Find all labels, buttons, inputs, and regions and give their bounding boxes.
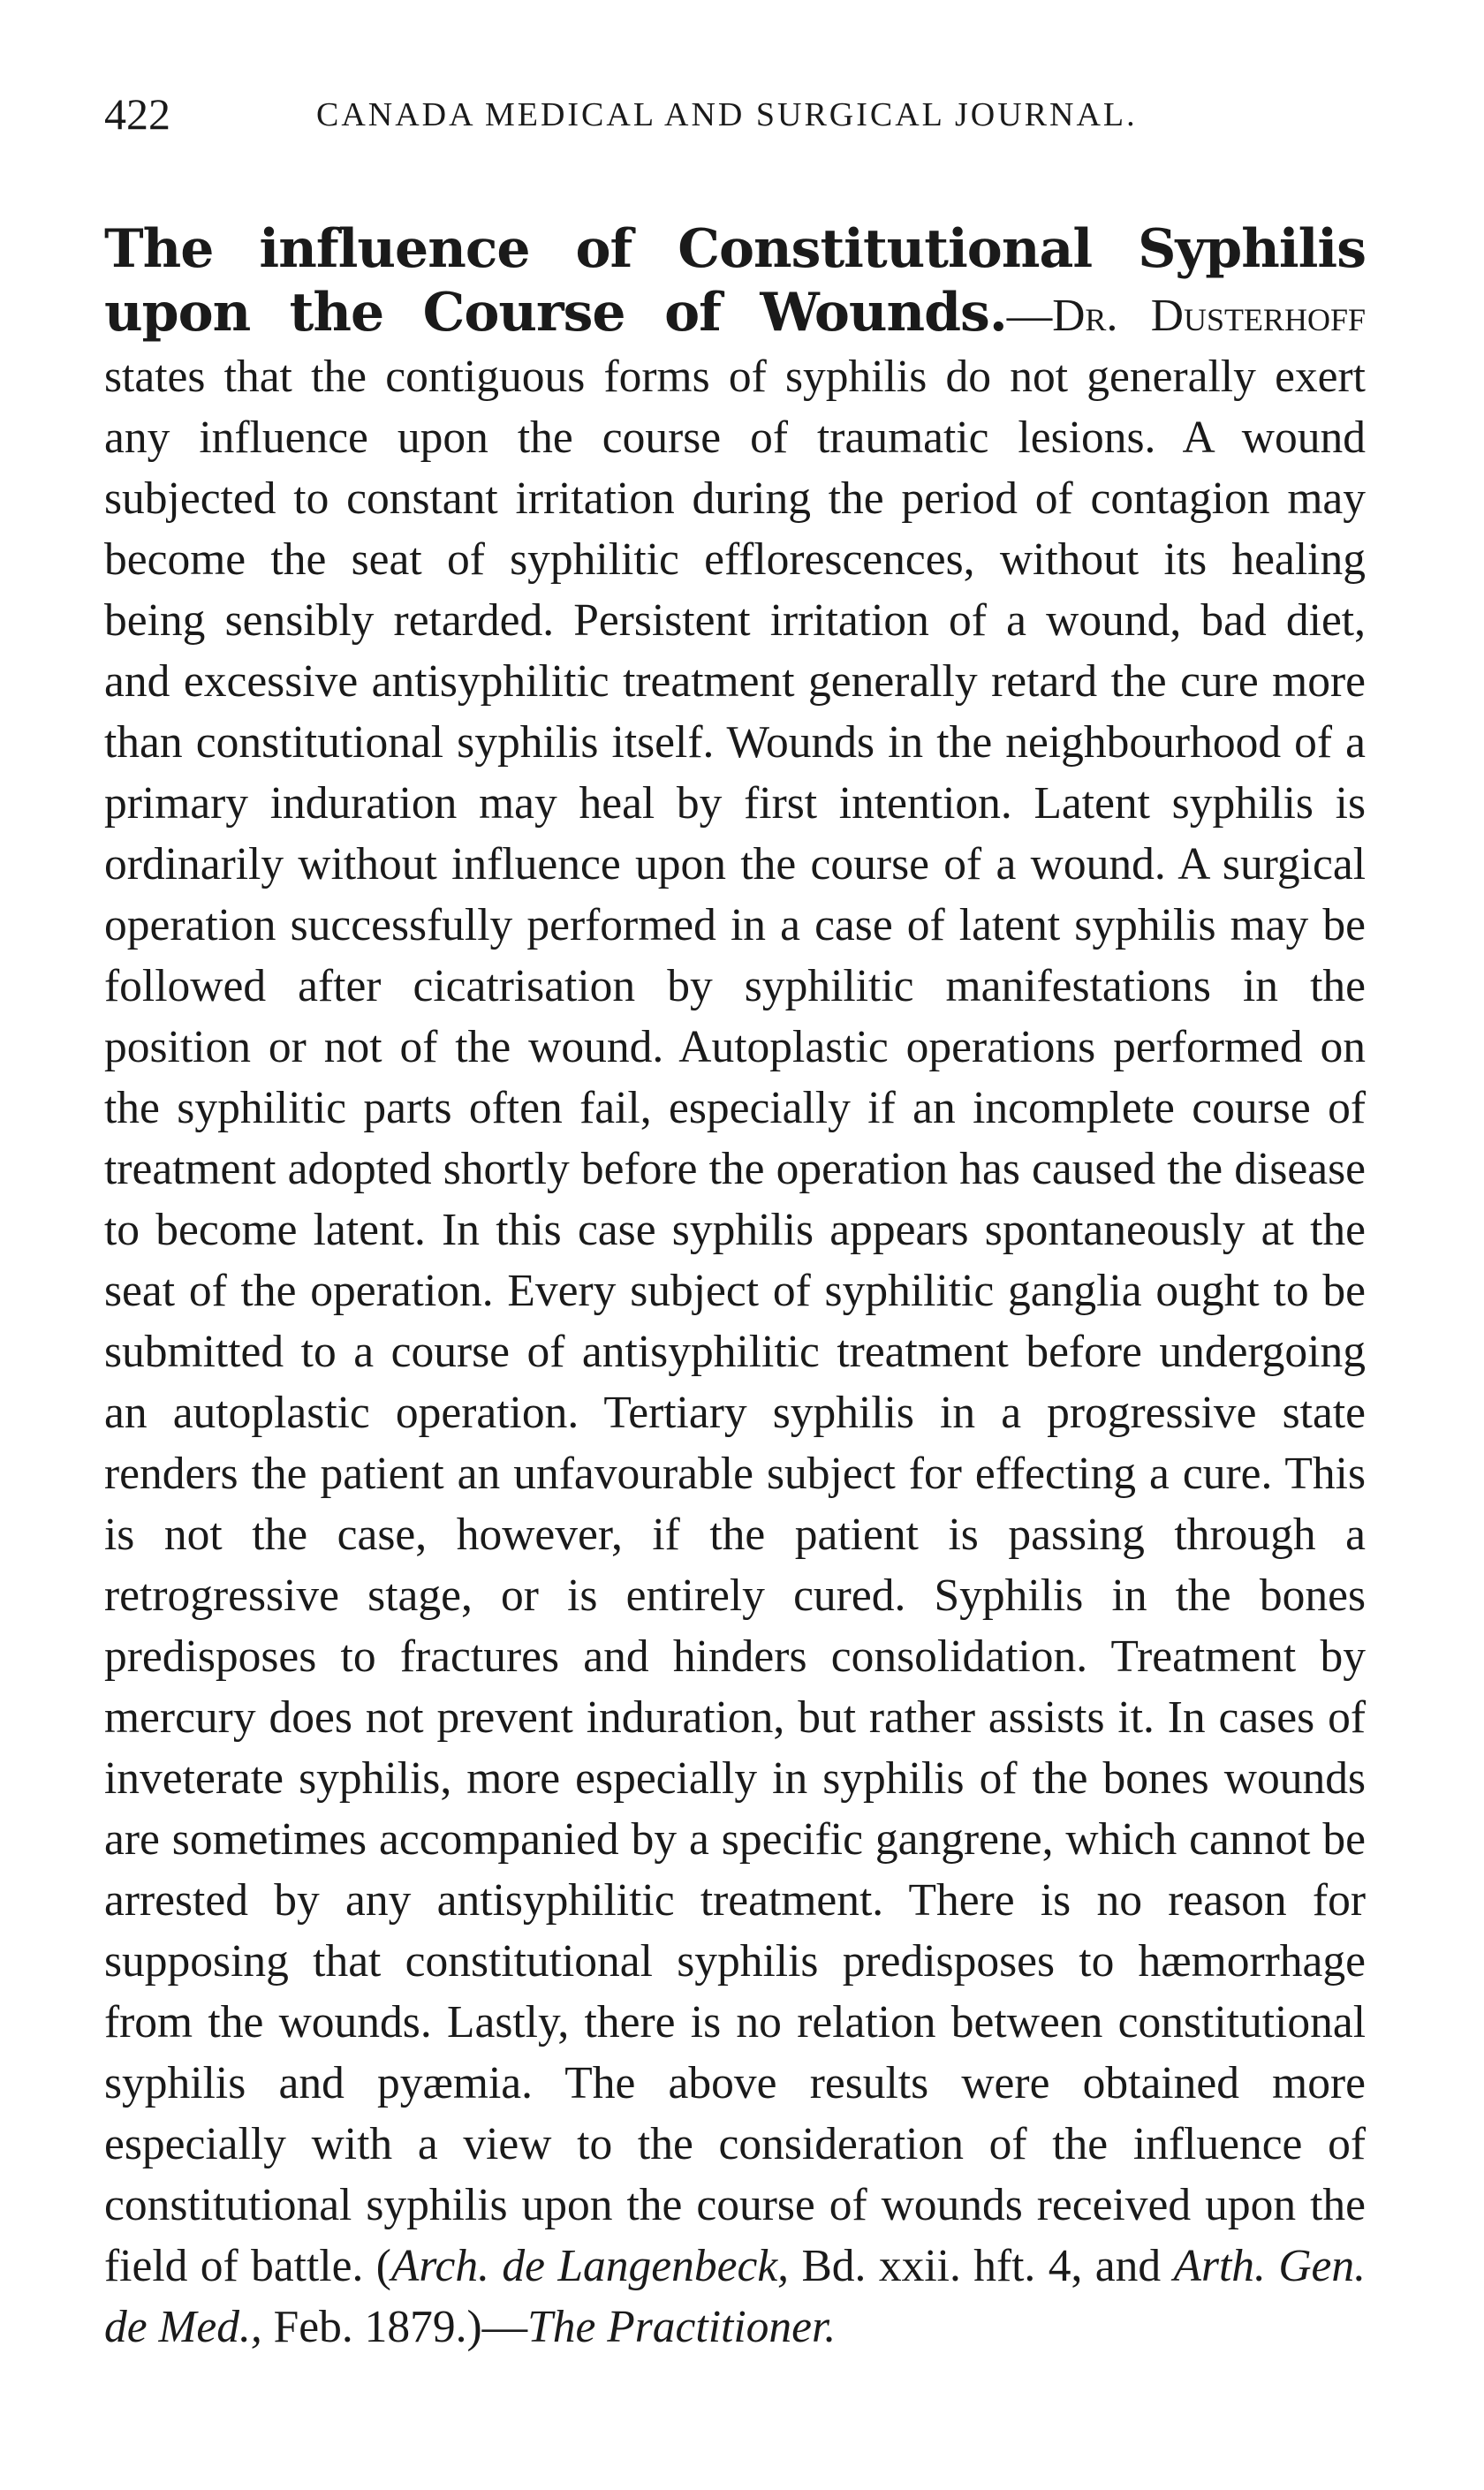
citation-gen-med: Arth. Gen. de Med., [104,2240,1366,2352]
journal-title: CANADA MEDICAL AND SURGICAL JOURNAL. [316,96,1138,133]
running-head [104,88,1366,150]
source-publication: The Practitioner. [527,2301,837,2352]
article-heading: The influence of Constitutional Syphilis upon the Course of Wounds. [104,217,1366,344]
heading-dash: — [1006,290,1053,341]
citation-langenbeck-detail: Bd. xxii. hft. 4, and [789,2240,1174,2291]
article-body: states that the contiguous forms of syphilis do not generally exert any influence upon the course of traumatic lesions. A wound subjected to constant irritation during the period of contagion may become the seat of syphilitic efflorescences, without its healing being sensibly retarded. Persistent irritation of a wound, bad diet, and excessive antisyphilitic treatment generally retard the cure more than constitutional syphilis itself. Wounds in the neighbourhood of a primary induration may heal by first intention. Latent syphilis is ordinarily without influence upon the course of a wound. A surgical operation successfully performed in a case of latent syphilis may be followed after cicatrisation by syphilitic manifestations in the position or not of the wound. Autoplastic operations performed on the syphilitic parts often fail, especially if an incomplete course of treatment adopted shortly before the operation has caused the disease to become latent. In this case syphilis appears spontaneously at the seat of the operation. Every subject of syphilitic ganglia ought to be submitted to a course of antisyphilitic treatment before undergoing an autoplastic operation. Tertiary syphilis in a progressive state renders the patient an unfavourable subject for effecting a cure. This is not the case, however, if the patient is passing through a retrogressive stage, or is entirely cured. Syphilis in the bones predisposes to fractures and hinders consolidation. Treatment by mercury does not prevent induration, but rather assists it. In cases of inveterate syphilis, more especially in syphilis of the bones wounds are sometimes accompanied by a specific gangrene, which cannot be arrested by any antisyphilitic treatment. There is no reason for supposing that constitutional syphilis predisposes to hæmorrhage from the wounds. Lastly, there is no relation between constitutional syphilis and pyæmia. The above results were obtained more especially with a view to the consideration of the influence of constitutional syphilis upon the course of wounds received upon the field of battle. ( [104,351,1366,2291]
page-number: 422 [104,89,170,139]
author-name: Dr. Dusterhoff [1052,290,1366,341]
citation-gen-med-detail: Feb. 1879.)— [261,2301,528,2352]
citation-langenbeck: Arch. de Langenbeck, [390,2240,790,2291]
article-paragraph [104,219,1366,2358]
